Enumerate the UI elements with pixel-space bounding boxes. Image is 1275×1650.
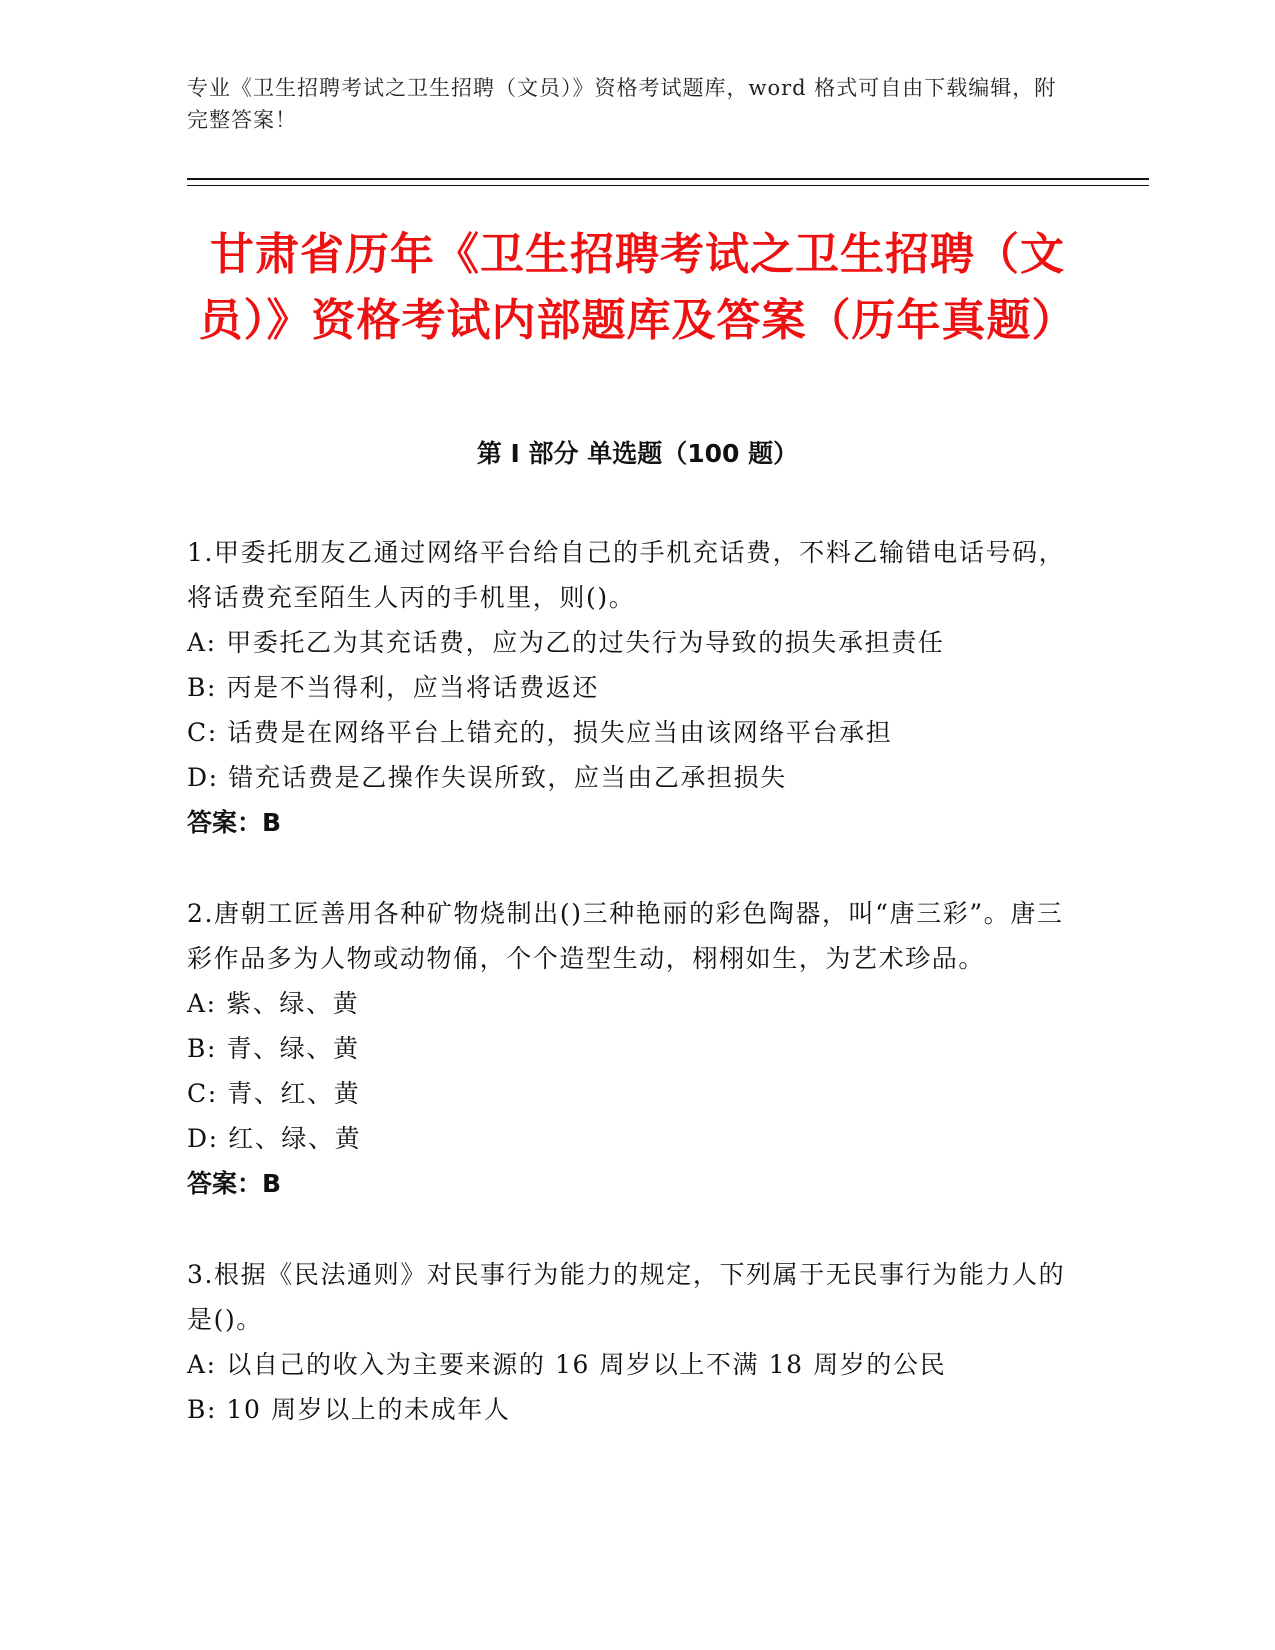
header-rule-thin <box>187 185 1149 186</box>
question-stem: 3.根据《民法通则》对民事行为能力的规定，下列属于无民事行为能力人的是()。 <box>187 1260 1066 1334</box>
header-note: 专业《卫生招聘考试之卫生招聘（文员）》资格考试题库，word 格式可自由下载编辑，附完整答案！ <box>187 76 1057 132</box>
option-c: C: 话费是在网络平台上错充的，损失应当由该网络平台承担 <box>187 718 893 747</box>
question-stem: 2.唐朝工匠善用各种矿物烧制出()三种艳丽的彩色陶器，叫“唐三彩”。唐三彩作品多为人物或动物俑，个个造型生动，栩栩如生，为艺术珍品。 <box>187 899 1064 973</box>
option-b: B: 丙是不当得利，应当将话费返还 <box>187 673 599 702</box>
question-2 <box>187 891 1067 1206</box>
answer: 答案：B <box>187 808 282 837</box>
option-d: D: 错充话费是乙操作失误所致，应当由乙承担损失 <box>187 763 787 792</box>
header-rule-thick <box>187 178 1149 180</box>
option-a: A: 紫、绿、黄 <box>187 989 360 1018</box>
question-1 <box>187 530 1067 845</box>
section-heading: 第 I 部分 单选题（100 题） <box>476 439 799 468</box>
question-list <box>187 530 1067 1478</box>
document-title: 甘肃省历年《卫生招聘考试之卫生招聘（文员）》资格考试内部题库及答案（历年真题） <box>198 229 1077 346</box>
option-c: C: 青、红、黄 <box>187 1079 361 1108</box>
question-3 <box>187 1252 1067 1432</box>
option-b: B: 青、绿、黄 <box>187 1034 360 1063</box>
question-stem: 1.甲委托朋友乙通过网络平台给自己的手机充话费，不料乙输错电话号码，将话费充至陌生人丙的手机里，则()。 <box>187 538 1066 612</box>
option-a: A: 甲委托乙为其充话费，应为乙的过失行为导致的损失承担责任 <box>187 628 945 657</box>
option-b: B: 10 周岁以上的未成年人 <box>187 1395 511 1424</box>
answer: 答案：B <box>187 1169 282 1198</box>
option-a: A: 以自己的收入为主要来源的 16 周岁以上不满 18 周岁的公民 <box>187 1350 947 1379</box>
option-d: D: 红、绿、黄 <box>187 1124 362 1153</box>
